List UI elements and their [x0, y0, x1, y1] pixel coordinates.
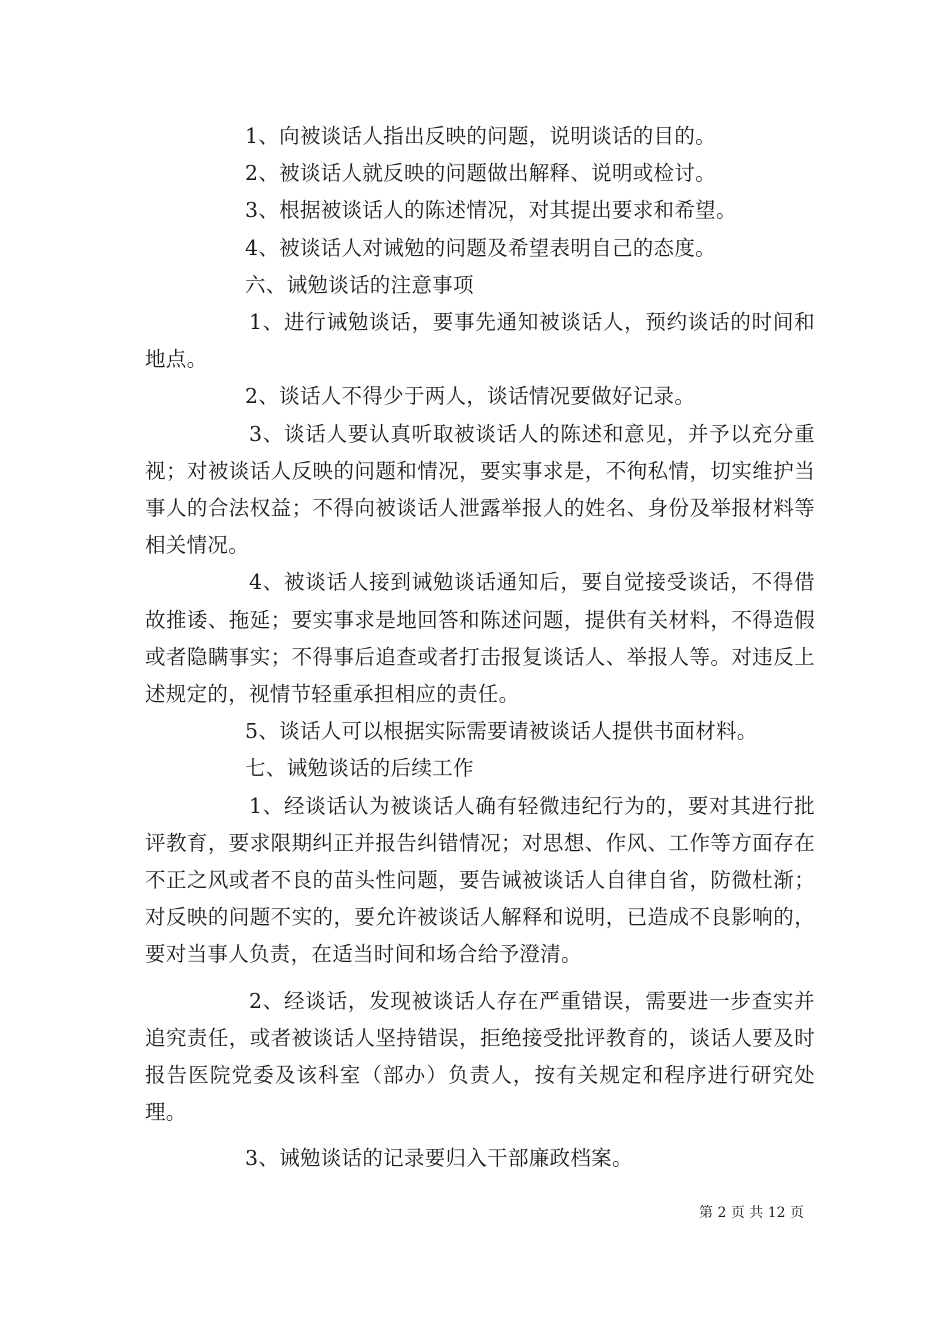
followup-2-paragraph: 2、经谈话，发现被谈话人存在严重错误，需要进一步查实并追究责任，或者被谈话人坚持错误，拒绝接受批评教育的，谈话人要及时报告医院党委及该科室（部办）负责人，按有关规定和程序进行研究处理。: [145, 988, 815, 1125]
step-3-paragraph: 3、根据被谈话人的陈述情况，对其提出要求和希望。: [245, 198, 737, 223]
page-number: 第 2 页 共 12 页: [699, 1205, 804, 1221]
document-body: [145, 118, 815, 1178]
section-7-heading: 七、诫勉谈话的后续工作: [245, 756, 474, 781]
section-6-heading: 六、诫勉谈话的注意事项: [245, 272, 474, 297]
step-4-paragraph: 4、被谈话人对诫勉的问题及希望表明自己的态度。: [245, 235, 716, 260]
step-1-paragraph: 1、向被谈话人指出反映的问题，说明谈话的目的。: [245, 124, 716, 148]
notice-1-paragraph: 1、进行诫勉谈话，要事先通知被谈话人，预约谈话的时间和地点。: [145, 310, 815, 372]
followup-1-paragraph: 1、经谈话认为被谈话人确有轻微违纪行为的，要对其进行批评教育，要求限期纠正并报告纠错情况；对思想、作风、工作等方面存在不正之风或者不良的苗头性问题，要告诫被谈话人自律自省，防微杜渐；对反映的问题不实的，要允许被谈话人解释和说明，已造成不良影响的，要对当事人负责，在适当时间和场合给予澄清。: [145, 793, 815, 967]
step-2-paragraph: 2、被谈话人就反映的问题做出解释、说明或检讨。: [245, 161, 716, 186]
notice-4-paragraph: 4、被谈话人接到诫勉谈话通知后，要自觉接受谈话，不得借故推诿、拖延；要实事求是地回答和陈述问题，提供有关材料，不得造假或者隐瞒事实；不得事后追查或者打击报复谈话人、举报人等。对违反上述规定的，视情节轻重承担相应的责任。: [145, 570, 815, 707]
notice-5-paragraph: 5、谈话人可以根据实际需要请被谈话人提供书面材料。: [245, 719, 758, 744]
notice-3-paragraph: 3、谈话人要认真听取被谈话人的陈述和意见，并予以充分重视；对被谈话人反映的问题和情况，要实事求是，不徇私情，切实维护当事人的合法权益；不得向被谈话人泄露举报人的姓名、身份及举报材料等相关情况。: [145, 421, 815, 558]
notice-2-paragraph: 2、谈话人不得少于两人，谈话情况要做好记录。: [245, 384, 696, 409]
followup-3-paragraph: 3、诫勉谈话的记录要归入干部廉政档案。: [245, 1146, 633, 1171]
